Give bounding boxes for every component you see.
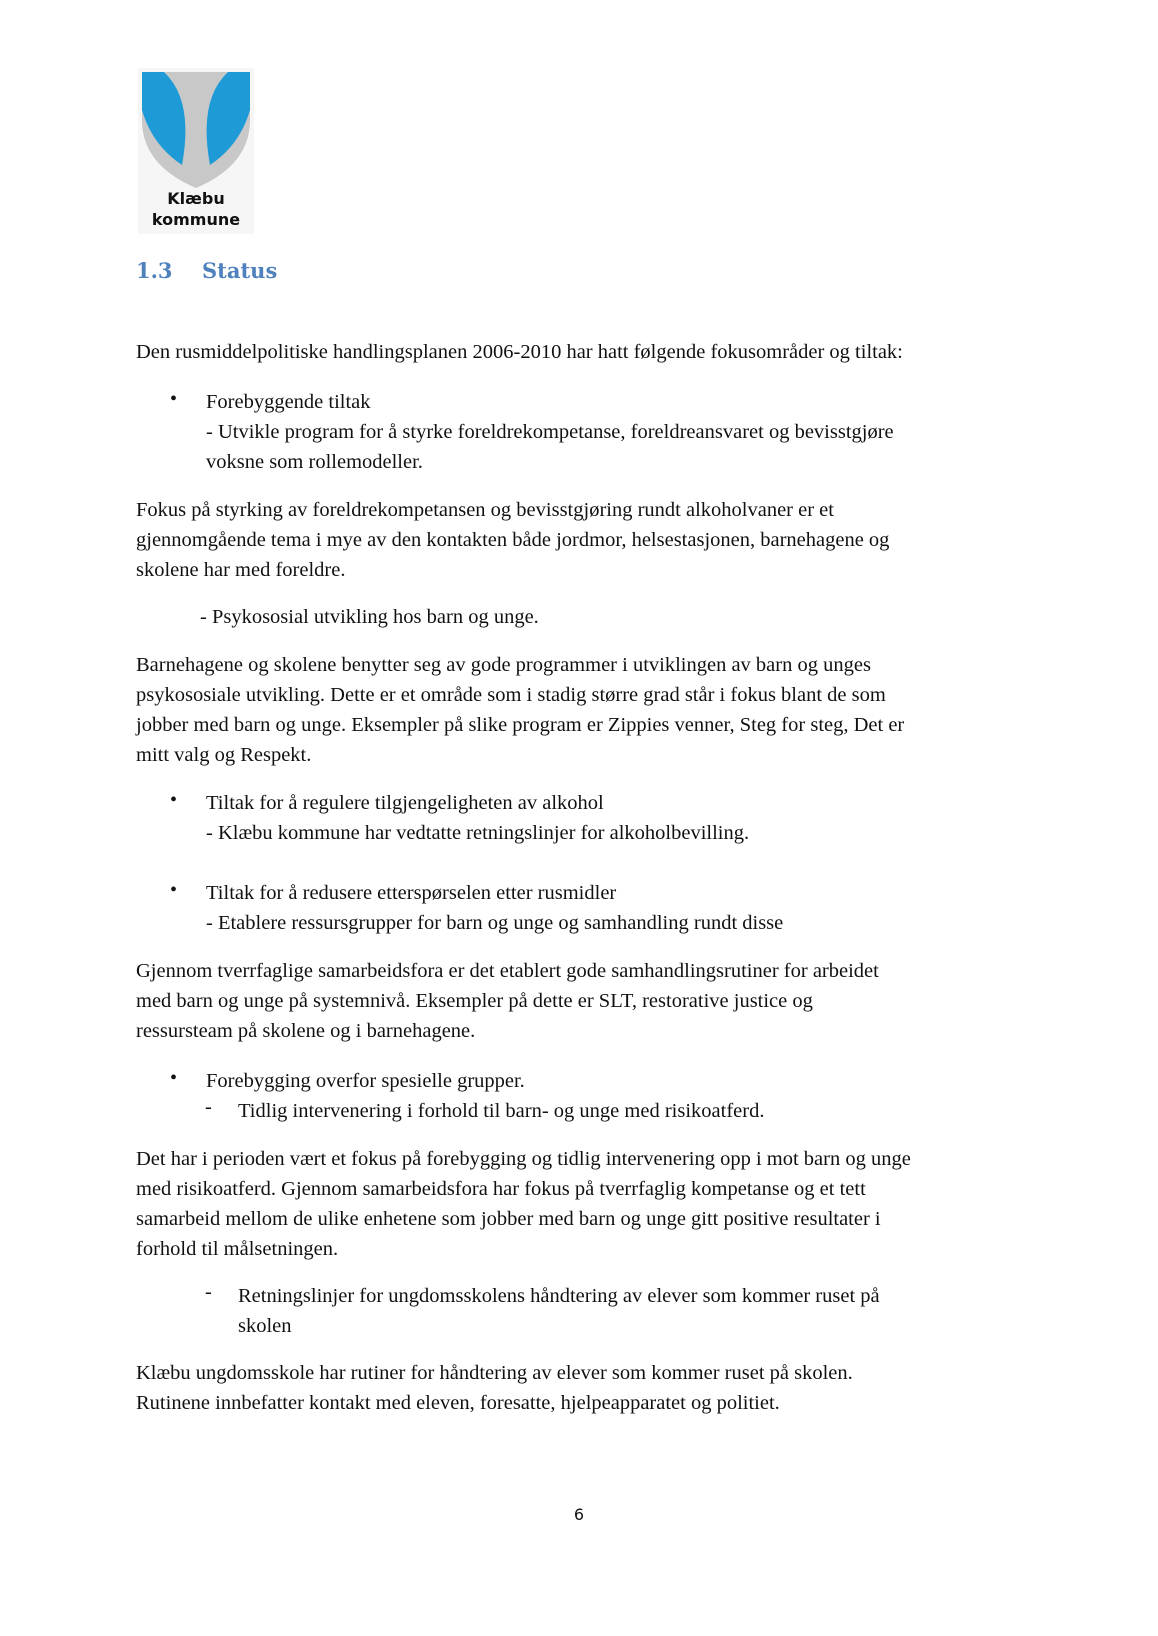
bullet-sub-line: voksne som rollemodeller.	[206, 451, 423, 473]
bullet-title: Tiltak for å redusere etterspørselen etter rusmidler	[206, 882, 617, 904]
bullet-sub-line: - Etablere ressursgrupper for barn og unge og samhandling rundt disse	[206, 912, 784, 934]
bullet-item-regulere	[206, 788, 1006, 848]
logo-text-line2: kommune	[151, 210, 241, 229]
page-number: 6	[573, 1505, 585, 1524]
text-line: jobber med barn og unge. Eksempler på slike program er Zippies venner, Steg for steg, Det er	[136, 714, 905, 736]
bullet-title: Tiltak for å regulere tilgjengeligheten av alkohol	[206, 792, 604, 814]
text-line: Klæbu ungdomsskole har rutiner for håndtering av elever som kommer ruset på skolen.	[136, 1362, 853, 1384]
text-line: skolene har med foreldre.	[136, 559, 346, 581]
section-title: Status	[202, 258, 278, 283]
text-line: gjennomgående tema i mye av den kontakten både jordmor, helsestasjonen, barnehagene og	[136, 529, 890, 551]
text-line: forhold til målsetningen.	[136, 1238, 339, 1260]
paragraph-programmer	[136, 650, 1016, 770]
text-line: ressursteam på skolene og i barnehagene.	[136, 1020, 476, 1042]
bullet-sub-line: - Utvikle program for å styrke foreldrekompetanse, foreldreansvaret og bevisstgjøre	[206, 421, 894, 443]
sub-item-psykososial: - Psykososial utvikling hos barn og unge.	[200, 606, 539, 628]
section-number: 1.3	[136, 258, 173, 283]
bullet-title: Forebyggende tiltak	[206, 391, 371, 413]
bullet-item-forebyggende	[206, 387, 1006, 477]
text-line: samarbeid mellom de ulike enhetene som jobber med barn og unge gitt positive resultater i	[136, 1208, 881, 1230]
intro-paragraph: Den rusmiddelpolitiske handlingsplanen 2006-2010 har hatt følgende fokusområder og tiltak:	[136, 341, 903, 363]
text-line: Fokus på styrking av foreldrekompetansen og bevisstgjøring rundt alkoholvaner er et	[136, 499, 834, 521]
bullet-title-spesielle-grupper: Forebygging overfor spesielle grupper.	[206, 1070, 525, 1092]
text-line: Det har i perioden vært et fokus på forebygging og tidlig intervenering opp i mot barn og unge	[136, 1148, 911, 1170]
text-line: mitt valg og Respekt.	[136, 744, 312, 766]
dash-marker: -	[205, 1096, 212, 1118]
text-line: psykososiale utvikling. Dette er et område som i stadig større grad står i fokus blant de som	[136, 684, 886, 706]
paragraph-foreldre	[136, 495, 1016, 585]
paragraph-ungdomsskole	[136, 1358, 1016, 1418]
text-line: Retningslinjer for ungdomsskolens håndtering av elever som kommer ruset på	[238, 1285, 880, 1307]
text-line: Rutinene innbefatter kontakt med eleven, foresatte, hjelpeapparatet og politiet.	[136, 1392, 780, 1414]
coat-of-arms-icon	[142, 70, 250, 188]
sub-item-retningslinjer	[238, 1281, 998, 1341]
bullet-marker: •	[170, 1067, 178, 1089]
dash-marker: -	[205, 1281, 212, 1303]
text-line: skolen	[238, 1315, 292, 1337]
sub-item-tidlig-intervenering: Tidlig intervenering i forhold til barn- og unge med risikoatferd.	[238, 1100, 765, 1122]
bullet-marker: •	[170, 388, 178, 410]
text-line: med barn og unge på systemnivå. Eksempler på dette er SLT, restorative justice og	[136, 990, 813, 1012]
text-line: Gjennom tverrfaglige samarbeidsfora er det etablert gode samhandlingsrutiner for arbeidet	[136, 960, 879, 982]
bullet-marker: •	[170, 789, 178, 811]
paragraph-forebygging	[136, 1144, 1016, 1264]
bullet-marker: •	[170, 879, 178, 901]
bullet-sub-line: - Klæbu kommune har vedtatte retningslinjer for alkoholbevilling.	[206, 822, 750, 844]
logo-text-line1: Klæbu	[167, 189, 225, 208]
text-line: med risikoatferd. Gjennom samarbeidsfora har fokus på tverrfaglig kompetanse og et tett	[136, 1178, 866, 1200]
paragraph-samarbeidsfora	[136, 956, 1016, 1046]
municipality-logo	[138, 68, 254, 234]
section-heading	[136, 258, 277, 283]
text-line: Barnehagene og skolene benytter seg av gode programmer i utviklingen av barn og unges	[136, 654, 871, 676]
bullet-item-redusere	[206, 878, 1006, 938]
